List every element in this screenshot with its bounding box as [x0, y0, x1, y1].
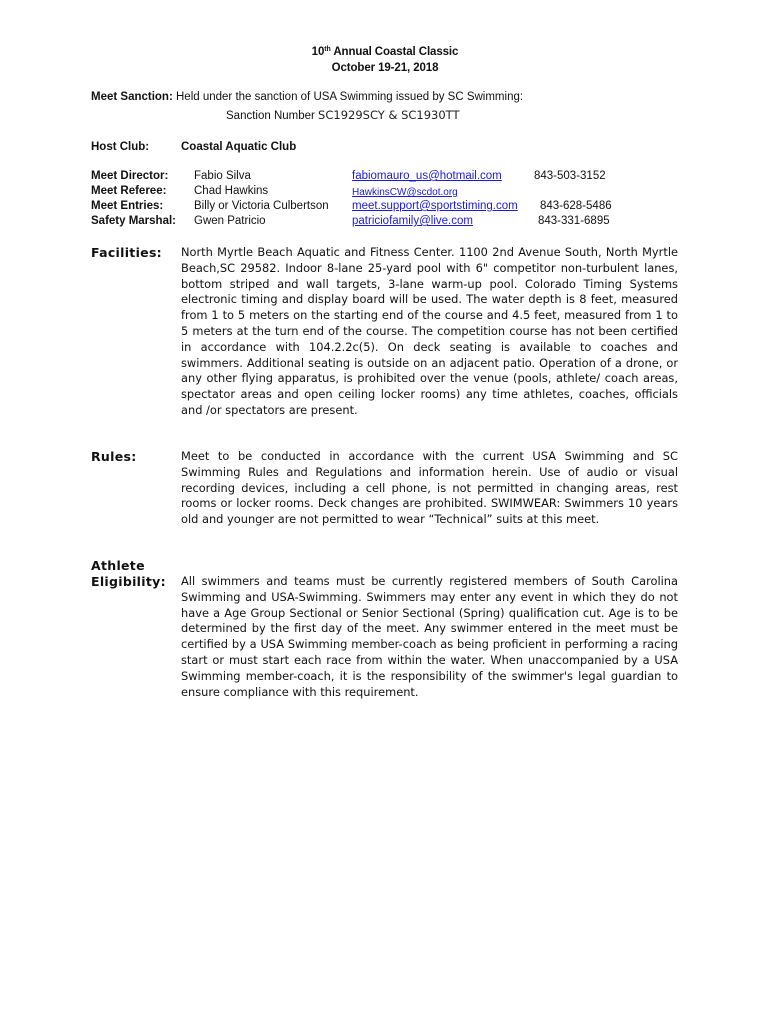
- sanction-text: Held under the sanction of USA Swimming issued by SC Swimming:: [172, 91, 524, 103]
- contact-email-link[interactable]: HawkinsCW@scdot.org: [352, 187, 458, 198]
- contact-role: Safety Marshal:: [91, 215, 177, 227]
- meet-sanction-line: [91, 91, 523, 103]
- athlete-eligibility-label: [91, 558, 166, 590]
- contact-name: Fabio Silva: [194, 170, 251, 182]
- contact-name: Chad Hawkins: [194, 185, 269, 197]
- eligibility-label-line2: Eligibility:: [91, 574, 166, 589]
- contact-row-meet-referee: [91, 185, 731, 201]
- meet-dates: October 19-21, 2018: [331, 62, 439, 74]
- contact-role: Meet Director:: [91, 170, 169, 182]
- contact-name: Gwen Patricio: [194, 215, 266, 227]
- host-club-value: Coastal Aquatic Club: [181, 141, 297, 153]
- meet-title: [0, 46, 770, 58]
- contact-row-meet-director: [91, 170, 731, 186]
- contact-role: Meet Referee:: [91, 185, 167, 197]
- contact-role: Meet Entries:: [91, 200, 164, 212]
- rules-label: Rules:: [91, 449, 137, 464]
- sanction-number-label: Sanction Number: [226, 110, 319, 122]
- contact-row-meet-entries: [91, 200, 731, 216]
- athlete-eligibility-text: All swimmers and teams must be currently registered members of South Carolina Swimming and USA-Swimming. Swimmers may enter any event in which they do not have a Age Group Sectional or Senior Sectional (Spring) qualification cut. Age is to be determined by the first day of the meet. Any swimmer entered in the meet must be certified by a USA Swimming member-coach as being proficient in performing a racing start or must start each race from within the water. When unaccompanied by a USA Swimming member-coach, it is the responsibility of the swimmer's legal guardian to ensure compliance with this requirement.: [181, 574, 678, 699]
- contact-phone: 843-628-5486: [540, 200, 612, 212]
- contact-email-link[interactable]: meet.support@sportstiming.com: [352, 200, 518, 212]
- contact-name: Billy or Victoria Culbertson: [194, 200, 329, 212]
- title-ordinal-suffix: th: [324, 46, 331, 53]
- title-text: Annual Coastal Classic: [330, 46, 459, 58]
- sanction-label: Meet Sanction:: [91, 91, 173, 103]
- facilities-label: Facilities:: [91, 245, 162, 260]
- eligibility-label-line1: Athlete: [91, 558, 145, 573]
- contact-email-link[interactable]: patriciofamily@live.com: [352, 215, 473, 227]
- title-number: 10: [311, 46, 325, 58]
- sanction-number-line: [226, 108, 460, 122]
- facilities-text: North Myrtle Beach Aquatic and Fitness Center. 1100 2nd Avenue South, North Myrtle Beach,SC 29582. Indoor 8-lane 25-yard pool with 6" competitor non-turbulent lanes, bottom striped and wall targets, 3-lane warm-up pool. Colorado Timing Systems electronic timing and display board will be used. The water depth is 8 feet, measured from 1 to 5 meters on the starting end of the course and 4.5 feet, measured from 1 to 5 meters at the turn end of the course. The competition course has not been certified in accordance with 104.2.2c(5). On deck seating is available to coaches and swimmers. Additional seating is outside on an adjacent patio. Operation of a drone, or any other flying apparatus, is prohibited over the venue (pools, athlete/ coach areas, spectator areas and open ceiling locker rooms) any time athletes, coaches, officials and /or spectators are present.: [181, 245, 678, 417]
- contact-row-safety-marshal: [91, 215, 731, 231]
- host-club-label: Host Club:: [91, 141, 150, 153]
- contact-email-link[interactable]: fabiomauro_us@hotmail.com: [352, 170, 502, 182]
- contact-phone: 843-503-3152: [534, 170, 606, 182]
- sanction-number-value: SC1929SCY & SC1930TT: [318, 108, 460, 122]
- contact-phone: 843-331-6895: [538, 215, 610, 227]
- rules-text: Meet to be conducted in accordance with the current USA Swimming and SC Swimming Rules and Regulations and information herein. Use of audio or visual recording devices, including a cell phone, is not permitted in changing areas, rest rooms or locker rooms. Deck changes are prohibited. SWIMWEAR: Swimmers 10 years old and younger are not permitted to wear “Technical” suits at this meet.: [181, 449, 678, 527]
